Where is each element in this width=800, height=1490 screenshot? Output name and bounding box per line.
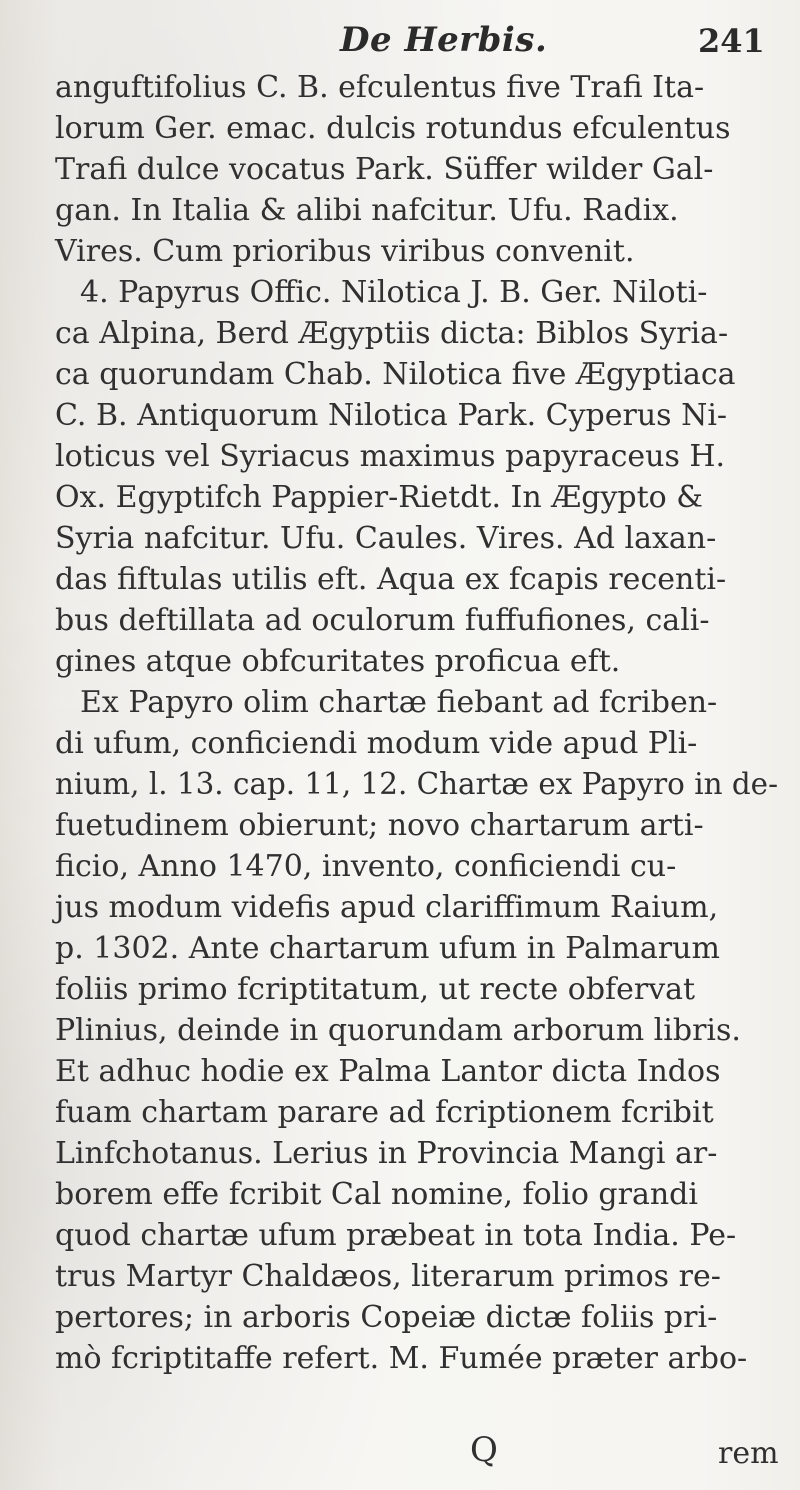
text-line: Vires. Cum prioribus viribus convenit.: [55, 234, 635, 269]
running-title: De Herbis.: [340, 20, 548, 60]
text-line: Plinius, deinde in quorundam arborum libris.: [55, 1013, 741, 1048]
text-line: mò fcriptitaffe refert. M. Fumée præter arbo-: [55, 1341, 748, 1376]
text-line: quod chartæ ufum præbeat in tota India. Pe-: [55, 1218, 737, 1253]
text-line: Trafi dulce vocatus Park. Süffer wilder Gal-: [55, 152, 714, 187]
text-line: jus modum videfis apud clariffimum Raium,: [55, 890, 719, 925]
text-line: gan. In Italia & alibi nafcitur. Ufu. Radix.: [55, 193, 679, 228]
text-line: trus Martyr Chaldæos, literarum primos re-: [55, 1259, 721, 1294]
text-line: Et adhuc hodie ex Palma Lantor dicta Indos: [55, 1054, 721, 1089]
text-line: 4. Papyrus Offic. Nilotica J. B. Ger. Niloti-: [80, 275, 708, 310]
text-line: ca quorundam Chab. Nilotica five Ægyptiaca: [55, 357, 736, 392]
text-line: p. 1302. Ante chartarum ufum in Palmarum: [55, 931, 720, 966]
text-line: fuetudinem obierunt; novo chartarum arti-: [55, 808, 704, 843]
text-line: Linfchotanus. Lerius in Provincia Mangi ar-: [55, 1136, 718, 1171]
page-header: [0, 14, 800, 64]
text-line: ca Alpina, Berd Ægyptiis dicta: Biblos Syria-: [55, 316, 729, 351]
text-line: borem effe fcribit Cal nomine, folio grandi: [55, 1177, 698, 1212]
text-line: di ufum, conficiendi modum vide apud Pli-: [55, 726, 698, 761]
text-line: foliis primo fcriptitatum, ut recte obfervat: [55, 972, 696, 1007]
text-line: loticus vel Syriacus maximus papyraceus H.: [55, 439, 726, 474]
text-line: gines atque obfcuritates proficua eft.: [55, 644, 621, 679]
text-line: das fiftulas utilis eft. Aqua ex fcapis recenti-: [55, 562, 727, 597]
signature-mark: Q: [470, 1430, 498, 1470]
text-line: lorum Ger. emac. dulcis rotundus efculentus: [55, 111, 731, 146]
text-line: Ox. Egyptifch Pappier-Rietdt. In Ægypto &: [55, 480, 703, 515]
text-line: fuam chartam parare ad fcriptionem fcribit: [55, 1095, 714, 1130]
text-line: pertores; in arboris Copeiæ dictæ foliis pri-: [55, 1300, 718, 1335]
page-number: 241: [698, 22, 765, 60]
catchword: rem: [718, 1436, 779, 1471]
text-line: Ex Papyro olim chartæ fiebant ad fcriben-: [80, 685, 718, 720]
text-line: C. B. Antiquorum Nilotica Park. Cyperus Ni-: [55, 398, 728, 433]
text-line: Syria nafcitur. Ufu. Caules. Vires. Ad laxan-: [55, 521, 717, 556]
text-line: nium, l. 13. cap. 11, 12. Chartæ ex Papyro in de-: [55, 767, 779, 802]
text-line: anguftifolius C. B. efculentus five Trafi Ita-: [55, 70, 705, 105]
text-line: ficio, Anno 1470, invento, conficiendi cu-: [55, 849, 677, 884]
text-line: bus deftillata ad oculorum fuffufiones, cali-: [55, 603, 710, 638]
